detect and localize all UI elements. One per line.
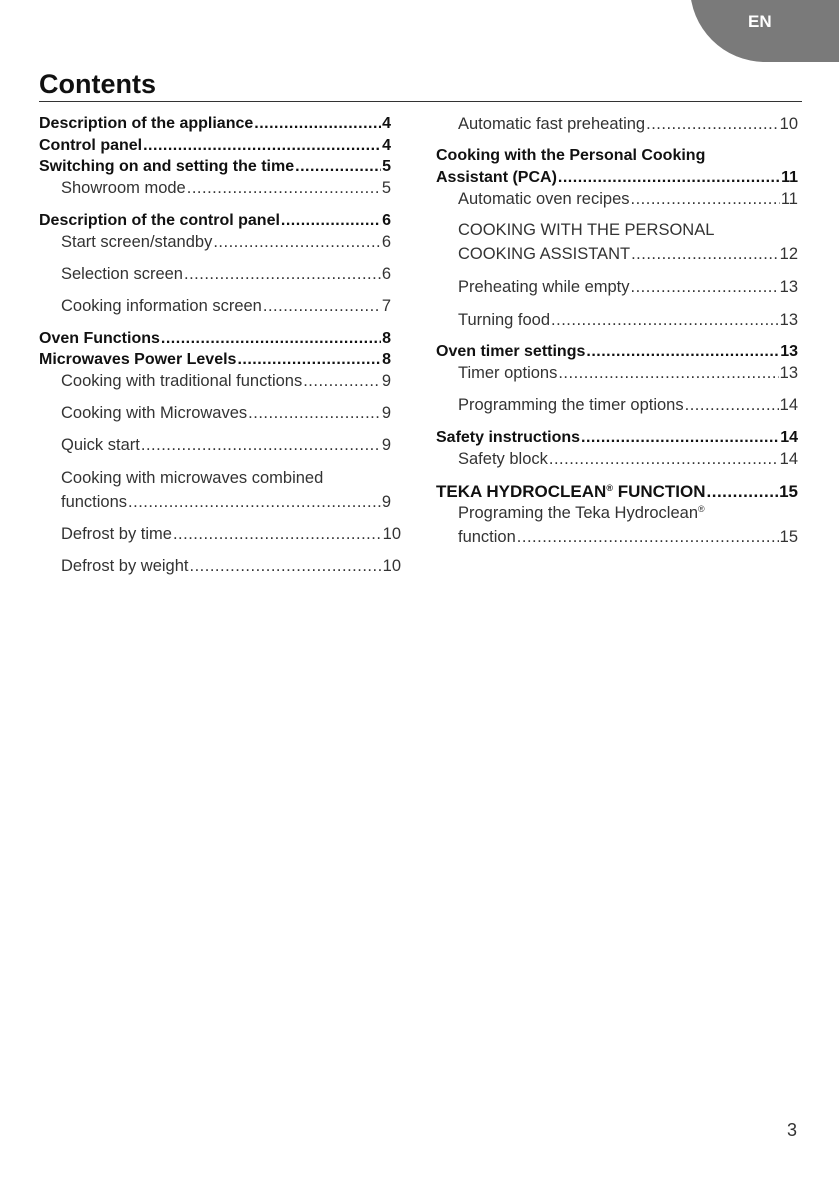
page-title: Contents [39,69,156,99]
leader-dots [581,429,779,447]
toc-entry[interactable] [61,525,401,547]
toc-label: Programming the timer options [458,396,684,414]
toc-label: Defrost by weight [61,557,189,575]
leader-dots [187,179,381,198]
toc-page: 14 [779,396,798,414]
toc-entry[interactable] [61,557,401,579]
toc-page: 10 [382,525,401,543]
toc-page: 14 [779,450,798,468]
leader-dots [646,115,779,134]
toc-label: COOKING ASSISTANT [458,245,631,263]
leader-dots [303,372,381,391]
toc-page: 5 [382,158,391,175]
toc-label: Microwaves Power Levels [39,351,237,368]
toc-page: 5 [381,179,391,197]
toc-entry[interactable] [436,343,798,365]
leader-dots [558,169,780,187]
toc-page: 6 [381,233,391,251]
leader-dots [173,525,382,544]
toc-label: Cooking with microwaves combined [61,469,324,487]
toc-label: Selection screen [61,265,183,283]
leader-dots [707,482,779,502]
title-divider [39,101,802,102]
leader-dots [161,330,381,348]
toc-page: 9 [381,493,391,511]
leader-dots [685,396,779,415]
toc-label: Control panel [39,137,143,154]
toc-entry[interactable] [61,372,391,394]
toc-entry[interactable] [458,504,798,552]
toc-entry[interactable] [61,233,391,255]
toc-label: TEKA HYDROCLEAN® FUNCTION [436,482,706,501]
leader-dots [631,278,779,297]
toc-label: Safety instructions [436,429,581,446]
leader-dots [295,158,381,176]
toc-label: Description of the appliance [39,115,254,132]
toc-page: 4 [382,137,391,154]
toc-label: Start screen/standby [61,233,213,251]
toc-label: Cooking information screen [61,297,262,315]
toc-label: Automatic oven recipes [458,190,630,208]
toc-page: 13 [779,278,798,296]
registered-mark: ® [698,504,705,514]
toc-label: Programing the Teka Hydroclean® [458,504,705,522]
toc-entry[interactable] [458,278,798,300]
toc-page: 6 [382,212,391,229]
toc-label: Cooking with traditional functions [61,372,303,390]
toc-page: 14 [780,429,798,446]
toc-entry[interactable] [458,221,798,269]
toc-label: Safety block [458,450,548,468]
toc-label: functions [61,493,128,511]
toc-entry[interactable] [61,297,391,319]
toc-label: Showroom mode [61,179,186,197]
leader-dots [558,364,778,383]
toc-entry[interactable] [39,137,391,159]
toc-entry[interactable] [39,158,391,180]
leader-dots [551,311,779,330]
toc-page: 7 [381,297,391,315]
toc-label: function [458,528,516,546]
toc-entry[interactable] [458,190,798,212]
leader-dots [254,115,381,133]
toc-entry[interactable] [436,147,798,191]
toc-page: 13 [779,311,798,329]
toc-label: Quick start [61,436,140,454]
leader-dots [143,137,381,155]
toc-label: Oven timer settings [436,343,586,360]
leader-dots [213,233,380,252]
toc-label: Cooking with Microwaves [61,404,248,422]
language-label: EN [748,12,772,31]
leader-dots [517,528,779,547]
toc-page: 15 [779,528,798,546]
leader-dots [549,450,779,469]
toc-entry[interactable] [436,482,798,504]
toc-page: 11 [781,169,798,186]
toc-page: 9 [381,404,391,422]
toc-label: COOKING WITH THE PERSONAL [458,221,715,239]
toc-label: Defrost by time [61,525,172,543]
toc-label: Timer options [458,364,558,382]
toc-page: 10 [382,557,401,575]
toc-label: Oven Functions [39,330,160,347]
registered-mark: ® [606,483,613,493]
toc-label: Preheating while empty [458,278,630,296]
toc-entry[interactable] [61,469,391,517]
toc-entry[interactable] [61,436,391,458]
toc-entry[interactable] [458,311,798,333]
toc-label: Cooking with the Personal Cooking [436,147,706,164]
page-number: 3 [787,1120,798,1140]
toc-entry[interactable] [436,429,798,451]
toc-entry[interactable] [39,351,391,373]
leader-dots [586,343,779,361]
toc-entry[interactable] [61,265,391,287]
toc-page: 8 [382,351,391,368]
toc-page: 9 [381,372,391,390]
toc-label: Automatic fast preheating [458,115,646,133]
leader-dots [237,351,381,369]
toc-page: 4 [382,115,391,132]
toc-entry[interactable] [61,404,391,426]
toc-label: Switching on and setting the time [39,158,295,175]
toc-entry[interactable] [458,364,798,386]
toc-page: 13 [779,364,798,382]
leader-dots [631,190,780,209]
toc-page: 11 [780,190,798,208]
leader-dots [281,212,381,230]
leader-dots [189,557,381,576]
toc-label: Assistant (PCA) [436,169,557,186]
leader-dots [263,297,381,316]
toc-page: 12 [779,245,798,263]
toc-entry[interactable] [39,330,391,352]
toc-page: 15 [779,482,798,501]
leader-dots [631,245,779,264]
leader-dots [248,404,381,423]
toc-entry[interactable] [39,115,391,137]
toc-label: Turning food [458,311,551,329]
toc-entry[interactable] [39,212,391,234]
toc-page: 8 [382,330,391,347]
toc-label: Description of the control panel [39,212,280,229]
toc-entry[interactable] [458,115,798,137]
toc-page: 13 [780,343,798,360]
toc-entry[interactable] [458,450,798,472]
toc-page: 10 [779,115,798,133]
toc-page: 9 [381,436,391,454]
toc-entry[interactable] [61,179,391,201]
toc-entry[interactable] [458,396,798,418]
leader-dots [128,493,381,512]
toc-page: 6 [381,265,391,283]
leader-dots [184,265,381,284]
leader-dots [141,436,381,455]
